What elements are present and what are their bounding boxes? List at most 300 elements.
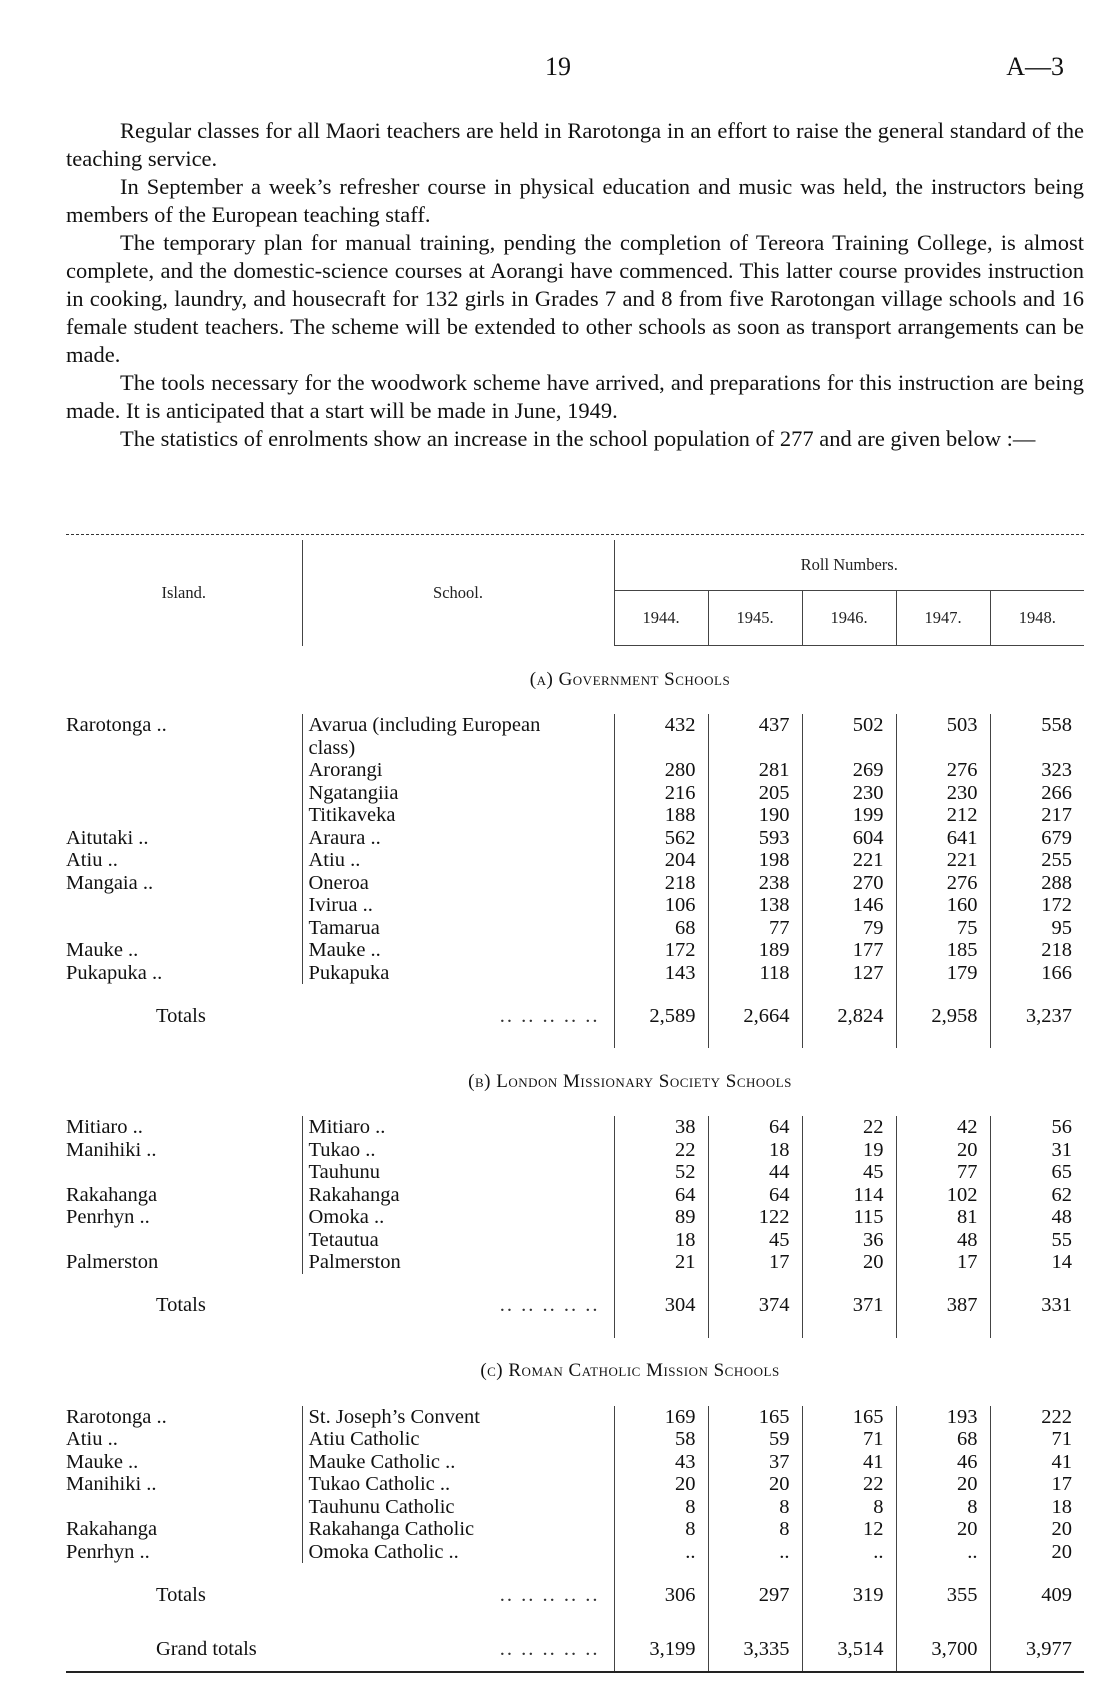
island-cell bbox=[66, 1206, 302, 1229]
total-value: 331 bbox=[1041, 1294, 1073, 1317]
totals-leader: .. .. .. .. .. bbox=[302, 984, 614, 1048]
totals-row bbox=[66, 984, 1084, 1048]
paragraph: The tools necessary for the woodwork scheme have arrived, and preparations for this instruction are being made. It is anticipated that a start will be made in June, 1949. bbox=[66, 370, 1084, 423]
school-name: Omoka Catholic .. bbox=[308, 1540, 459, 1563]
table-row bbox=[66, 1251, 1084, 1274]
roll-value: 172 bbox=[1041, 894, 1073, 916]
totals-leader: .. .. .. .. .. bbox=[302, 1274, 614, 1338]
roll-value: 172 bbox=[614, 939, 708, 962]
roll-value: 218 bbox=[1041, 939, 1073, 961]
grand-total-value: 3,700 bbox=[896, 1627, 990, 1672]
page-number: 19 bbox=[545, 52, 571, 81]
table-row bbox=[66, 1206, 1084, 1229]
roll-value: 41 bbox=[1051, 1450, 1073, 1473]
roll-value: 8 bbox=[802, 1496, 896, 1519]
school-name: Tauhunu Catholic bbox=[308, 1495, 455, 1518]
grand-total-value: 3,514 bbox=[802, 1627, 896, 1672]
table-row bbox=[66, 1161, 1084, 1184]
roll-value: 230 bbox=[802, 782, 896, 805]
roll-value bbox=[708, 737, 802, 760]
table-row bbox=[66, 1473, 1084, 1496]
school-cell bbox=[302, 1229, 614, 1252]
school-name: Rakahanga Catholic bbox=[308, 1518, 475, 1540]
island-cell bbox=[66, 872, 302, 895]
column-header-island: Island. bbox=[66, 540, 302, 646]
roll-value: 59 bbox=[708, 1428, 802, 1451]
roll-value: 266 bbox=[1041, 781, 1073, 804]
roll-value: 77 bbox=[708, 917, 802, 940]
school-name: Avarua (including European bbox=[308, 714, 541, 736]
roll-value: 48 bbox=[1051, 1206, 1073, 1228]
school-name: St. Joseph’s Convent bbox=[308, 1405, 480, 1428]
school-name: Rakahanga bbox=[308, 1183, 400, 1206]
total-value: 2,958 bbox=[896, 984, 990, 1048]
table-top-rule bbox=[66, 534, 1084, 535]
school-name: Oneroa bbox=[308, 871, 369, 894]
roll-value: 641 bbox=[896, 827, 990, 850]
roll-value: 22 bbox=[614, 1139, 708, 1162]
roll-value: 64 bbox=[708, 1184, 802, 1207]
roll-value: 8 bbox=[708, 1518, 802, 1541]
roll-value: 255 bbox=[1041, 849, 1073, 871]
island-name: Penrhyn .. bbox=[66, 1540, 150, 1563]
total-value: 371 bbox=[802, 1274, 896, 1338]
roll-value: 177 bbox=[802, 939, 896, 962]
roll-value: 41 bbox=[802, 1451, 896, 1474]
roll-value: 8 bbox=[614, 1496, 708, 1519]
document-reference: A—3 bbox=[1006, 52, 1064, 81]
island-cell bbox=[66, 894, 302, 917]
island-cell bbox=[66, 1251, 302, 1274]
island-name: Manihiki .. bbox=[66, 1473, 157, 1495]
roll-value bbox=[990, 737, 1084, 760]
total-value: 387 bbox=[896, 1274, 990, 1338]
island-cell bbox=[66, 1161, 302, 1184]
roll-value: 44 bbox=[708, 1161, 802, 1184]
section-title: (c) Roman Catholic Mission Schools bbox=[480, 1360, 780, 1382]
roll-value: 193 bbox=[896, 1406, 990, 1429]
island-name: Aitutaki .. bbox=[66, 826, 149, 849]
island-name: Atiu .. bbox=[66, 1428, 118, 1450]
school-cell bbox=[302, 939, 614, 962]
island-cell bbox=[66, 939, 302, 962]
school-cell bbox=[302, 1184, 614, 1207]
school-cell bbox=[302, 782, 614, 805]
table-row bbox=[66, 872, 1084, 895]
school-cell bbox=[302, 1139, 614, 1162]
roll-value: 55 bbox=[1051, 1228, 1073, 1251]
school-cell bbox=[302, 1541, 614, 1564]
totals-leader: .. .. .. .. .. bbox=[302, 1563, 614, 1627]
roll-value: 18 bbox=[1051, 1495, 1073, 1518]
roll-value: 562 bbox=[614, 827, 708, 850]
island-cell bbox=[66, 827, 302, 850]
island-name: Mauke .. bbox=[66, 1450, 139, 1473]
roll-value: 118 bbox=[708, 962, 802, 985]
school-cell bbox=[302, 737, 614, 760]
table-row bbox=[66, 1451, 1084, 1474]
table-row bbox=[66, 714, 1084, 737]
school-name: Tukao Catholic .. bbox=[308, 1473, 451, 1495]
island-cell bbox=[66, 1139, 302, 1162]
island-name: Palmerston bbox=[66, 1251, 159, 1273]
body-text bbox=[66, 117, 1084, 453]
roll-value: 189 bbox=[708, 939, 802, 962]
island-cell bbox=[66, 1406, 302, 1429]
roll-value: 179 bbox=[896, 962, 990, 985]
table-row bbox=[66, 1406, 1084, 1429]
roll-value: 45 bbox=[708, 1229, 802, 1252]
roll-value: 288 bbox=[1041, 871, 1073, 894]
roll-value: 18 bbox=[614, 1229, 708, 1252]
island-cell bbox=[66, 1116, 302, 1139]
roll-value: 106 bbox=[614, 894, 708, 917]
grand-totals-label: Grand totals bbox=[66, 1627, 302, 1672]
island-cell bbox=[66, 1451, 302, 1474]
roll-value: 604 bbox=[802, 827, 896, 850]
roll-value: 42 bbox=[896, 1116, 990, 1139]
roll-value: 102 bbox=[896, 1184, 990, 1207]
roll-value: 14 bbox=[1051, 1251, 1073, 1273]
year-header: 1945. bbox=[708, 591, 802, 646]
roll-value: 21 bbox=[614, 1251, 708, 1274]
table-row bbox=[66, 939, 1084, 962]
roll-value: 22 bbox=[802, 1473, 896, 1496]
school-cell bbox=[302, 849, 614, 872]
roll-value: 77 bbox=[896, 1161, 990, 1184]
roll-value: 115 bbox=[802, 1206, 896, 1229]
grand-totals-row bbox=[66, 1627, 1084, 1672]
table-row bbox=[66, 849, 1084, 872]
section-title-row bbox=[66, 1048, 1084, 1116]
year-header: 1948. bbox=[990, 591, 1084, 646]
total-value: 304 bbox=[614, 1274, 708, 1338]
school-name: Arorangi bbox=[308, 759, 383, 781]
year-header: 1947. bbox=[896, 591, 990, 646]
island-name: Mitiaro .. bbox=[66, 1116, 143, 1138]
school-name: Tamarua bbox=[308, 916, 380, 939]
section-title: (b) London Missionary Society Schools bbox=[468, 1070, 792, 1092]
grand-total-value: 3,335 bbox=[708, 1627, 802, 1672]
island-cell bbox=[66, 714, 302, 737]
table-row bbox=[66, 1229, 1084, 1252]
school-cell bbox=[302, 1161, 614, 1184]
island-name: Rakahanga bbox=[66, 1183, 158, 1206]
roll-value: 593 bbox=[708, 827, 802, 850]
school-cell bbox=[302, 1116, 614, 1139]
totals-label: Totals bbox=[156, 1294, 206, 1317]
table-row bbox=[66, 1518, 1084, 1541]
school-cell bbox=[302, 894, 614, 917]
school-cell bbox=[302, 1496, 614, 1519]
totals-label: Totals bbox=[156, 1004, 206, 1027]
table-row bbox=[66, 782, 1084, 805]
school-cell bbox=[302, 827, 614, 850]
table-row bbox=[66, 894, 1084, 917]
roll-value: 558 bbox=[1041, 714, 1073, 736]
school-cell bbox=[302, 714, 614, 737]
total-value: 374 bbox=[708, 1274, 802, 1338]
roll-value: 269 bbox=[802, 759, 896, 782]
roll-value: 190 bbox=[708, 804, 802, 827]
school-name: Palmerston bbox=[308, 1251, 401, 1273]
column-header-roll-numbers: Roll Numbers. bbox=[614, 540, 1084, 591]
roll-value: 48 bbox=[896, 1229, 990, 1252]
roll-value: 276 bbox=[896, 759, 990, 782]
section-title: (a) Government Schools bbox=[529, 668, 731, 690]
roll-value: 17 bbox=[1051, 1473, 1073, 1495]
roll-value: 188 bbox=[614, 804, 708, 827]
roll-value: 20 bbox=[802, 1251, 896, 1274]
roll-value: 75 bbox=[896, 917, 990, 940]
table-row bbox=[66, 827, 1084, 850]
roll-value: .. bbox=[802, 1541, 896, 1564]
total-value: 409 bbox=[1041, 1583, 1073, 1606]
roll-value: 146 bbox=[802, 894, 896, 917]
roll-value: 79 bbox=[802, 917, 896, 940]
island-cell bbox=[66, 1496, 302, 1519]
school-name: Omoka .. bbox=[308, 1206, 385, 1228]
island-cell bbox=[66, 804, 302, 827]
enrolment-table bbox=[66, 540, 1084, 1673]
roll-value: 95 bbox=[1051, 916, 1073, 939]
grand-total-value: 3,977 bbox=[990, 1627, 1084, 1672]
island-name: Atiu .. bbox=[66, 849, 118, 871]
school-name: Tauhunu bbox=[308, 1161, 380, 1183]
roll-value: 20 bbox=[1051, 1540, 1073, 1563]
roll-value: 64 bbox=[614, 1184, 708, 1207]
roll-value: 679 bbox=[1041, 826, 1073, 849]
roll-value bbox=[802, 737, 896, 760]
roll-value: .. bbox=[614, 1541, 708, 1564]
table-row bbox=[66, 1184, 1084, 1207]
school-cell bbox=[302, 1206, 614, 1229]
school-name: Atiu .. bbox=[308, 849, 361, 871]
roll-value: 204 bbox=[614, 849, 708, 872]
total-value: 3,237 bbox=[1025, 1004, 1073, 1027]
roll-value: 169 bbox=[614, 1406, 708, 1429]
school-cell bbox=[302, 1428, 614, 1451]
roll-value: 65 bbox=[1051, 1161, 1073, 1183]
total-value: 319 bbox=[802, 1563, 896, 1627]
island-name: Rakahanga bbox=[66, 1518, 158, 1540]
grand-total-value: 3,199 bbox=[614, 1627, 708, 1672]
roll-value: 8 bbox=[614, 1518, 708, 1541]
island-name: Mangaia .. bbox=[66, 871, 154, 894]
roll-value: 122 bbox=[708, 1206, 802, 1229]
table-row bbox=[66, 1139, 1084, 1162]
roll-value: 143 bbox=[614, 962, 708, 985]
roll-value: 205 bbox=[708, 782, 802, 805]
table-row bbox=[66, 804, 1084, 827]
roll-value: 37 bbox=[708, 1451, 802, 1474]
island-cell bbox=[66, 1229, 302, 1252]
section-title-row bbox=[66, 1338, 1084, 1406]
roll-value: 68 bbox=[896, 1428, 990, 1451]
roll-value: 217 bbox=[1041, 804, 1073, 826]
table-row bbox=[66, 1496, 1084, 1519]
roll-value: 12 bbox=[802, 1518, 896, 1541]
roll-value: 46 bbox=[896, 1451, 990, 1474]
island-cell bbox=[66, 849, 302, 872]
roll-value: 230 bbox=[896, 782, 990, 805]
island-cell bbox=[66, 737, 302, 760]
roll-value: 81 bbox=[896, 1206, 990, 1229]
roll-value: 52 bbox=[614, 1161, 708, 1184]
table-row bbox=[66, 759, 1084, 782]
roll-value: 8 bbox=[896, 1496, 990, 1519]
roll-value: 166 bbox=[1041, 961, 1073, 984]
roll-value: 89 bbox=[614, 1206, 708, 1229]
roll-value: 19 bbox=[802, 1139, 896, 1162]
paragraph: In September a week’s refresher course in physical education and music was held, the instructors being members of the European teaching staff. bbox=[66, 174, 1084, 227]
roll-value: 45 bbox=[802, 1161, 896, 1184]
roll-value: 165 bbox=[708, 1406, 802, 1429]
island-cell bbox=[66, 1473, 302, 1496]
roll-value: .. bbox=[896, 1541, 990, 1564]
island-cell bbox=[66, 917, 302, 940]
school-cell bbox=[302, 917, 614, 940]
roll-value: 36 bbox=[802, 1229, 896, 1252]
roll-value: 64 bbox=[708, 1116, 802, 1139]
school-name: Mauke .. bbox=[308, 939, 381, 961]
roll-value: 20 bbox=[896, 1139, 990, 1162]
table-row bbox=[66, 1428, 1084, 1451]
column-header-school: School. bbox=[302, 540, 614, 646]
roll-value: 281 bbox=[708, 759, 802, 782]
roll-value: 38 bbox=[614, 1116, 708, 1139]
roll-value: 43 bbox=[614, 1451, 708, 1474]
roll-value: 238 bbox=[708, 872, 802, 895]
roll-value: .. bbox=[708, 1541, 802, 1564]
roll-value: 185 bbox=[896, 939, 990, 962]
roll-value: 20 bbox=[896, 1518, 990, 1541]
roll-value: 218 bbox=[614, 872, 708, 895]
total-value: 306 bbox=[614, 1563, 708, 1627]
island-cell bbox=[66, 1518, 302, 1541]
island-name: Pukapuka .. bbox=[66, 961, 163, 984]
school-cell bbox=[302, 1406, 614, 1429]
roll-value: 114 bbox=[802, 1184, 896, 1207]
school-name: Atiu Catholic bbox=[308, 1428, 420, 1450]
roll-value: 212 bbox=[896, 804, 990, 827]
table-row bbox=[66, 1541, 1084, 1564]
roll-value: 198 bbox=[708, 849, 802, 872]
island-cell bbox=[66, 1541, 302, 1564]
island-name: Mauke .. bbox=[66, 939, 139, 961]
roll-value: 138 bbox=[708, 894, 802, 917]
island-cell bbox=[66, 782, 302, 805]
roll-value: 503 bbox=[896, 714, 990, 737]
roll-value: 20 bbox=[1051, 1518, 1073, 1540]
school-cell bbox=[302, 962, 614, 985]
roll-value: 71 bbox=[1051, 1428, 1073, 1450]
roll-value: 199 bbox=[802, 804, 896, 827]
paragraph: The statistics of enrolments show an increase in the school population of 277 and are given below :— bbox=[120, 426, 1036, 451]
total-value: 2,824 bbox=[802, 984, 896, 1048]
table-row bbox=[66, 917, 1084, 940]
table-body bbox=[66, 646, 1084, 1673]
island-cell bbox=[66, 962, 302, 985]
school-name: Mauke Catholic .. bbox=[308, 1450, 456, 1473]
school-name: Araura .. bbox=[308, 826, 381, 849]
roll-value bbox=[614, 737, 708, 760]
island-cell bbox=[66, 759, 302, 782]
total-value: 2,589 bbox=[614, 984, 708, 1048]
roll-value: 221 bbox=[802, 849, 896, 872]
year-header: 1944. bbox=[614, 591, 708, 646]
roll-value: 20 bbox=[614, 1473, 708, 1496]
roll-value: 323 bbox=[1041, 759, 1073, 781]
school-cell bbox=[302, 1473, 614, 1496]
roll-value: 8 bbox=[708, 1496, 802, 1519]
table-row bbox=[66, 1116, 1084, 1139]
roll-value: 68 bbox=[614, 917, 708, 940]
roll-value: 31 bbox=[1051, 1138, 1073, 1161]
roll-value: 222 bbox=[1041, 1405, 1073, 1428]
page-header bbox=[0, 52, 1114, 88]
totals-label: Totals bbox=[156, 1583, 206, 1606]
island-name: Manihiki .. bbox=[66, 1138, 157, 1161]
section-title-row bbox=[66, 646, 1084, 715]
roll-value: 160 bbox=[896, 894, 990, 917]
table-row bbox=[66, 737, 1084, 760]
roll-value: 56 bbox=[1051, 1116, 1073, 1138]
roll-value: 432 bbox=[614, 714, 708, 737]
roll-value: 280 bbox=[614, 759, 708, 782]
roll-value: 127 bbox=[802, 962, 896, 985]
roll-value: 20 bbox=[896, 1473, 990, 1496]
total-value: 2,664 bbox=[708, 984, 802, 1048]
roll-value: 276 bbox=[896, 872, 990, 895]
island-name: Penrhyn .. bbox=[66, 1206, 150, 1228]
roll-value: 221 bbox=[896, 849, 990, 872]
paragraph: Regular classes for all Maori teachers are held in Rarotonga in an effort to raise the general standard of the teaching service. bbox=[66, 118, 1084, 171]
school-cell bbox=[302, 804, 614, 827]
roll-value: 22 bbox=[802, 1116, 896, 1139]
school-cell bbox=[302, 1451, 614, 1474]
school-name: Titikaveka bbox=[308, 804, 396, 826]
school-name: Tukao .. bbox=[308, 1138, 376, 1161]
grand-totals-leader: .. .. .. .. .. bbox=[302, 1627, 614, 1672]
island-cell bbox=[66, 1184, 302, 1207]
roll-value: 71 bbox=[802, 1428, 896, 1451]
roll-value bbox=[896, 737, 990, 760]
roll-value: 216 bbox=[614, 782, 708, 805]
roll-value: 17 bbox=[896, 1251, 990, 1274]
roll-value: 18 bbox=[708, 1139, 802, 1162]
roll-value: 62 bbox=[1051, 1183, 1073, 1206]
school-cell bbox=[302, 1518, 614, 1541]
school-name: Pukapuka bbox=[308, 961, 390, 984]
school-name: Ivirua .. bbox=[308, 894, 373, 916]
school-name: Mitiaro .. bbox=[308, 1116, 386, 1138]
paragraph: The temporary plan for manual training, pending the completion of Tereora Training College, is almost complete, and the domestic-science courses at Aorangi have commenced. This latter course provides instruction in cooking, laundry, and housecraft for 132 girls in Grades 7 and 8 from five Rarotongan village schools and 16 female student teachers. The scheme will be extended to other schools as soon as transport arrangements can be made. bbox=[66, 230, 1084, 367]
school-name: class) bbox=[308, 736, 356, 759]
roll-value: 165 bbox=[802, 1406, 896, 1429]
roll-value: 502 bbox=[802, 714, 896, 737]
school-cell bbox=[302, 1251, 614, 1274]
roll-value: 17 bbox=[708, 1251, 802, 1274]
island-cell bbox=[66, 1428, 302, 1451]
school-name: Tetautua bbox=[308, 1228, 379, 1251]
totals-row bbox=[66, 1563, 1084, 1627]
roll-value: 20 bbox=[708, 1473, 802, 1496]
island-name: Rarotonga .. bbox=[66, 1405, 167, 1428]
island-name: Rarotonga .. bbox=[66, 714, 167, 736]
roll-value: 58 bbox=[614, 1428, 708, 1451]
school-name: Ngatangiia bbox=[308, 781, 399, 804]
